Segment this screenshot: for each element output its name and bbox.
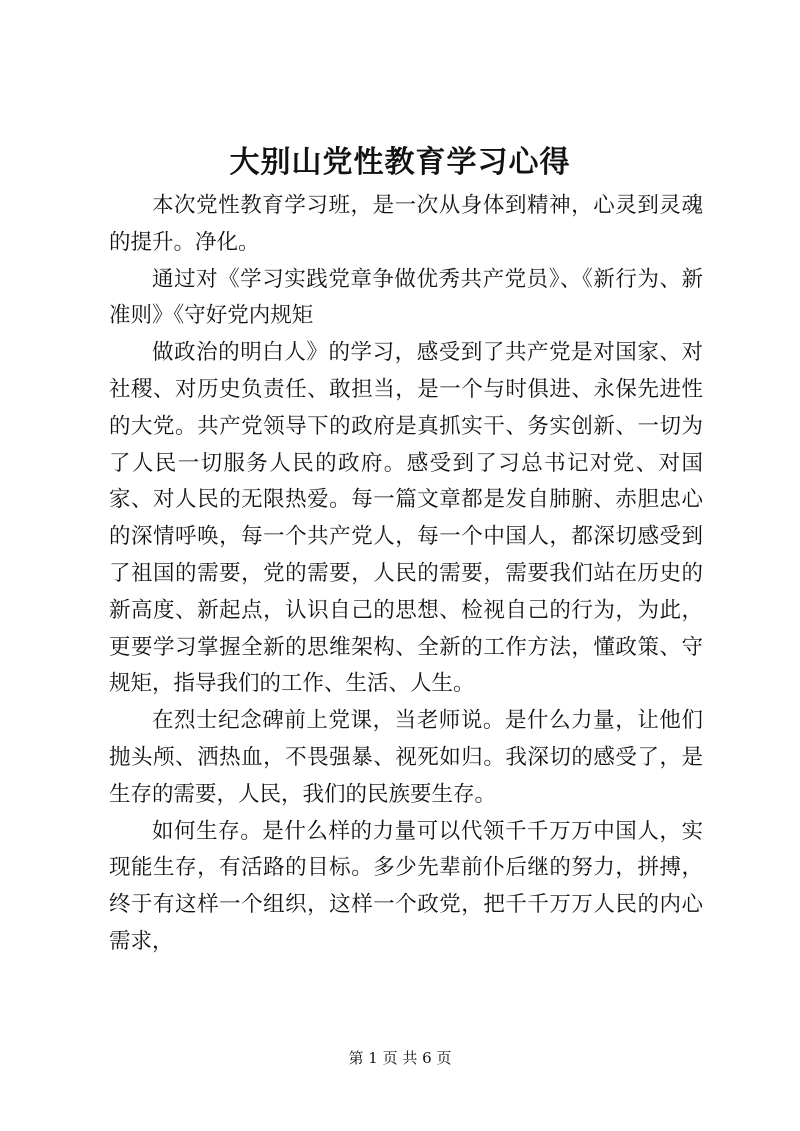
paragraph-4: 在烈士纪念碑前上党课，当老师说。是什么力量，让他们抛头颅、洒热血，不畏强暴、视死如归。我深切的感受了，是生存的需要，人民，我们的民族要生存。 (109, 708, 703, 807)
paragraph-1: 本次党性教育学习班，是一次从身体到精神，心灵到灵魂的提升。净化。 (109, 193, 703, 255)
paragraph-2: 通过对《学习实践党章争做优秀共产党员》、《新行为、新准则》《守好党内规矩 (109, 266, 703, 329)
document-body (109, 188, 703, 961)
paragraph-5: 如何生存。是什么样的力量可以代领千千万万中国人，实现能生存，有活路的目标。多少先辈前仆后继的努力，拼搏，终于有这样一个组织，这样一个政党，把千千万万人民的内心需求， (109, 818, 703, 954)
paragraph-3: 做政治的明白人》的学习，感受到了共产党是对国家、对社稷、对历史负责任、敢担当，是一个与时俱进、永保先进性的大党。共产党领导下的政府是真抓实干、务实创新、一切为了人民一切服务人民的政府。感受到了习总书记对党、对国家、对人民的无限热爱。每一篇文章都是发自肺腑、赤胆忠心的深情呼唤，每一个共产党人，每一个中国人，都深切感受到了祖国的需要，党的需要，人民的需要，需要我们站在历史的新高度、新起点，认识自己的思想、检视自己的行为，为此，更要学习掌握全新的思维架构、全新的工作方法，懂政策、守规矩，指导我们的工作、生活、人生。 (109, 340, 703, 697)
page-footer: 第 1 页 共 6 页 (348, 1049, 452, 1067)
document-title: 大别山党性教育学习心得 (229, 145, 571, 180)
